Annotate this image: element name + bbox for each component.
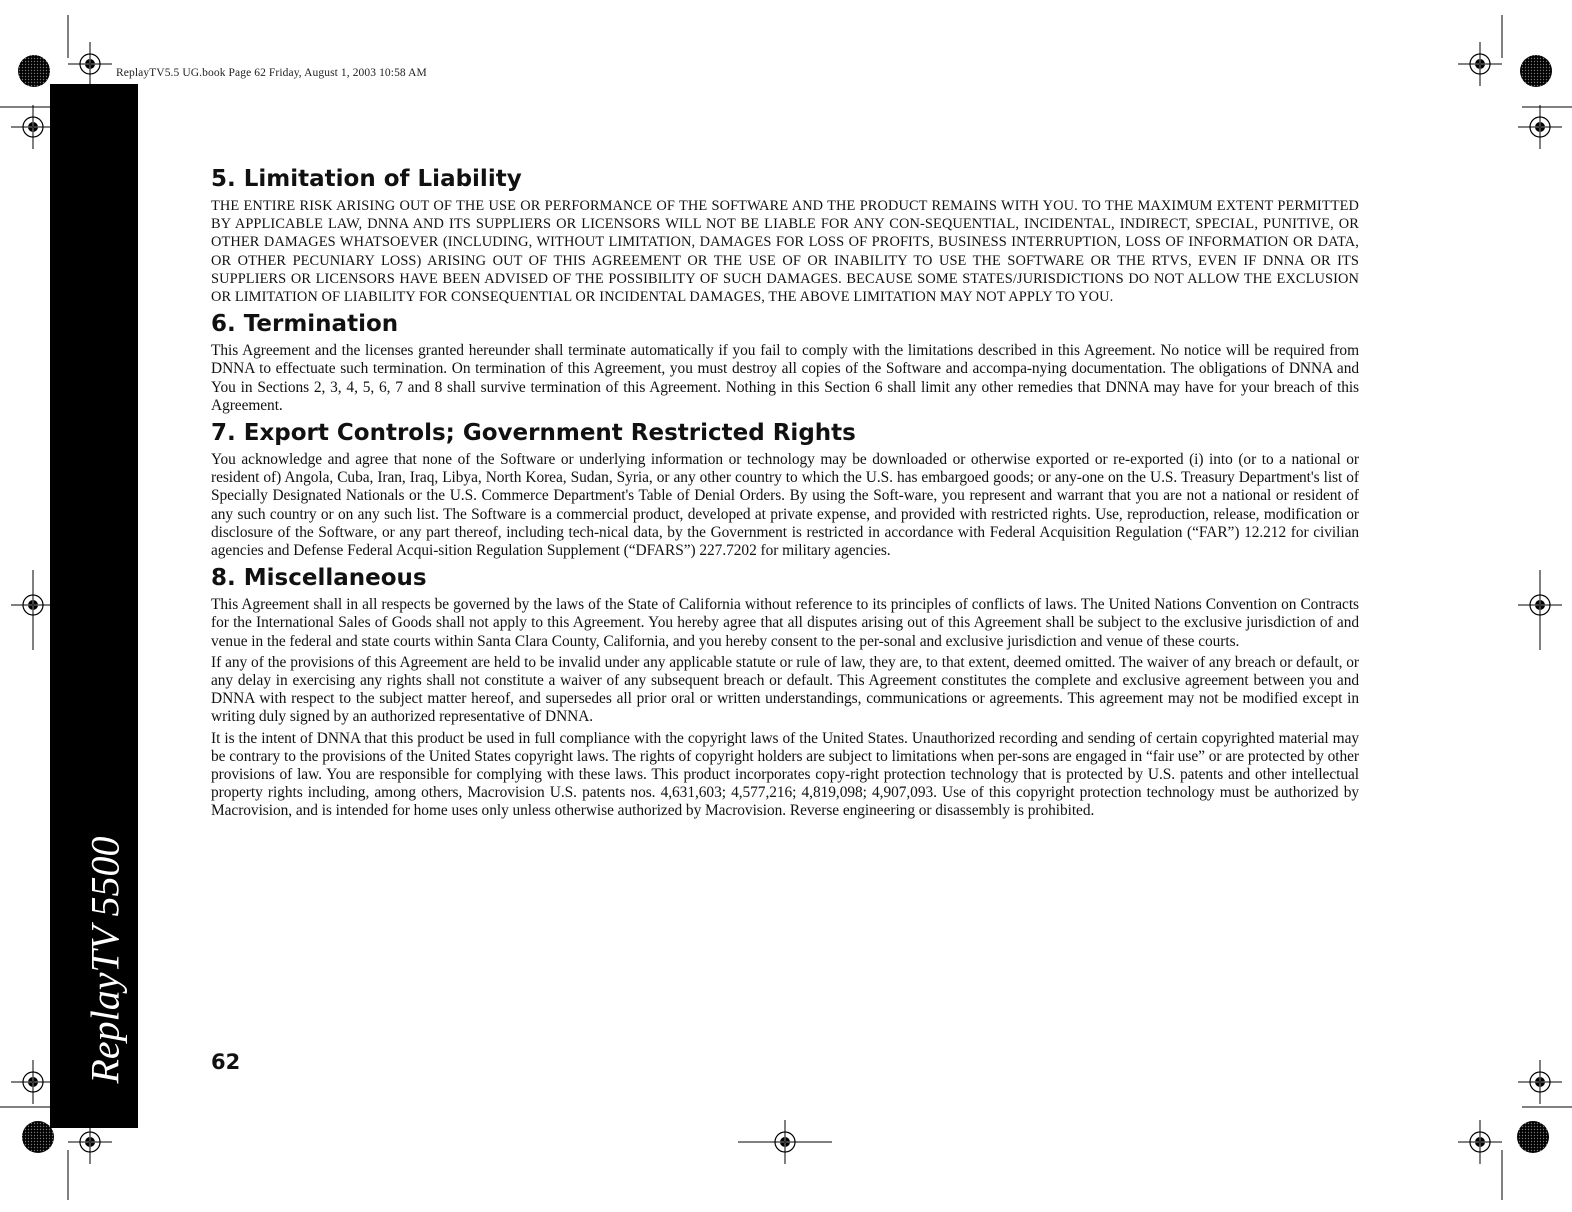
- section-paragraph: This Agreement shall in all respects be governed by the laws of the State of California without reference to its principles of conflicts of laws. The United Nations Convention on Contracts for the International Sales of Goods shall not apply to this Agreement. You hereby agree that all disputes arising out of this Agreement shall be subject to the exclusive jurisdiction of and venue in the federal and state courts within Santa Clara County, California, and you hereby consent to the per-sonal and exclusive jurisdiction and venue of these courts.: [211, 596, 1359, 650]
- section-heading: 6. Termination: [211, 311, 399, 338]
- section-heading: 8. Miscellaneous: [211, 565, 427, 592]
- side-tab-title: ReplayTV 5500: [82, 836, 128, 1084]
- section-paragraph: It is the intent of DNNA that this product be used in full compliance with the copyright laws of the United States. Unauthorized recording and sending of certain copyrighted material may be contrary to the provisions of the United States copyright laws. The rights of copyright holders are subject to limitations when per-sons are engaged in “fair use” or are protected by other provisions of law. You are responsible for complying with these laws. This product incorporates copy-right protection technology that is protected by U.S. patents and other intellectual property rights including, among others, Macrovision U.S. patents nos. 4,631,603; 4,577,216; 4,819,098; 4,907,093. Use of this copyright protection technology must be authorized by Macrovision, and is intended for home uses only unless otherwise authorized by Macrovision. Reverse engineering or disassembly is prohibited.: [211, 729, 1359, 820]
- section-paragraph: This Agreement and the licenses granted hereunder shall terminate automatically if you fail to comply with the limitations described in this Agreement. No notice will be required from DNNA to effectuate such termination. On termination of this Agreement, you must destroy all copies of the Software and accompa-nying documentation. The obligations of DNNA and You in Sections 2, 3, 4, 5, 6, 7 and 8 shall survive termination of this Agreement. Nothing in this Section 6 shall limit any other remedies that DNNA may have for your breach of this Agreement.: [211, 342, 1359, 414]
- color-target-icon: [18, 55, 50, 87]
- section-paragraph: THE ENTIRE RISK ARISING OUT OF THE USE OR PERFORMANCE OF THE SOFTWARE AND THE PRODUCT REMAINS WITH YOU. TO THE MAXIMUM EXTENT PERMITTED BY APPLICABLE LAW, DNNA AND ITS SUPPLIERS OR LICENSORS WILL NOT BE LIABLE FOR ANY CON-SEQUENTIAL, INCIDENTAL, INDIRECT, SPECIAL, PUNITIVE, OR OTHER DAMAGES WHATSOEVER (INCLUDING, WITHOUT LIMITATION, DAMAGES FOR LOSS OF PROFITS, BUSINESS INTERRUPTION, LOSS OF INFORMATION OR DATA, OR OTHER PECUNIARY LOSS) ARISING OUT OF THIS AGREEMENT OR THE USE OF OR INABILITY TO USE THE SOFTWARE OR THE RTVS, EVEN IF DNNA OR ITS SUPPLIERS OR LICENSORS HAVE BEEN ADVISED OF THE POSSIBILITY OF SUCH DAMAGES. BECAUSE SOME STATES/JURISDICTIONS DO NOT ALLOW THE EXCLUSION OR LIMITATION OF LIABILITY FOR CONSEQUENTIAL OR INCIDENTAL DAMAGES, THE ABOVE LIMITATION MAY NOT APPLY TO YOU.: [211, 198, 1359, 306]
- section-heading: 5. Limitation of Liability: [211, 166, 522, 192]
- section-miscellaneous: [211, 564, 1359, 820]
- page-number: 62: [211, 1050, 241, 1074]
- section-paragraph: You acknowledge and agree that none of the Software or underlying information or technology may be downloaded or otherwise exported or re-exported (i) into (or to a national or resident of) Angola, Cuba, Iran, Iraq, Libya, North Korea, Sudan, Syria, or any other country to which the U.S. has embargoed goods; or any-one on the U.S. Treasury Department's list of Specially Designated Nationals or the U.S. Commerce Department's Table of Denial Orders. By using the Soft-ware, you represent and warrant that you are not a national or resident of any such country or on any such list. The Software is a commercial product, developed at private expense, and provided with restricted rights. Use, reproduction, release, modification or disclosure of the Software, or any part thereof, including tech-nical data, by the Government is restricted in accordance with Federal Acquisition Regulation (“FAR”) 12.212 for civilian agencies and Defense Federal Acqui-sition Regulation Supplement (“DFARS”) 227.7202 for military agencies.: [211, 451, 1359, 560]
- color-target-icon: [1520, 55, 1552, 87]
- print-slug: ReplayTV5.5 UG.book Page 62 Friday, August 1, 2003 10:58 AM: [116, 67, 427, 79]
- section-paragraph: If any of the provisions of this Agreement are held to be invalid under any applicable statute or rule of law, they are, to that extent, deemed omitted. The waiver of any breach or default, or any delay in exercising any rights shall not constitute a waiver of any subsequent breach or default. This Agreement constitutes the complete and exclusive agreement between you and DNNA with respect to the subject matter hereof, and supersedes all prior oral or written understandings, communications or agreements. This agreement may not be modified except in writing duly signed by an authorized representative of DNNA.: [211, 653, 1359, 726]
- section-limitation-of-liability: [211, 165, 1359, 306]
- page-content: [211, 165, 1359, 825]
- section-heading: 7. Export Controls; Government Restricted Rights: [211, 420, 856, 447]
- section-termination: [211, 310, 1359, 415]
- section-export-controls: [211, 419, 1359, 560]
- color-target-icon: [1517, 1121, 1549, 1153]
